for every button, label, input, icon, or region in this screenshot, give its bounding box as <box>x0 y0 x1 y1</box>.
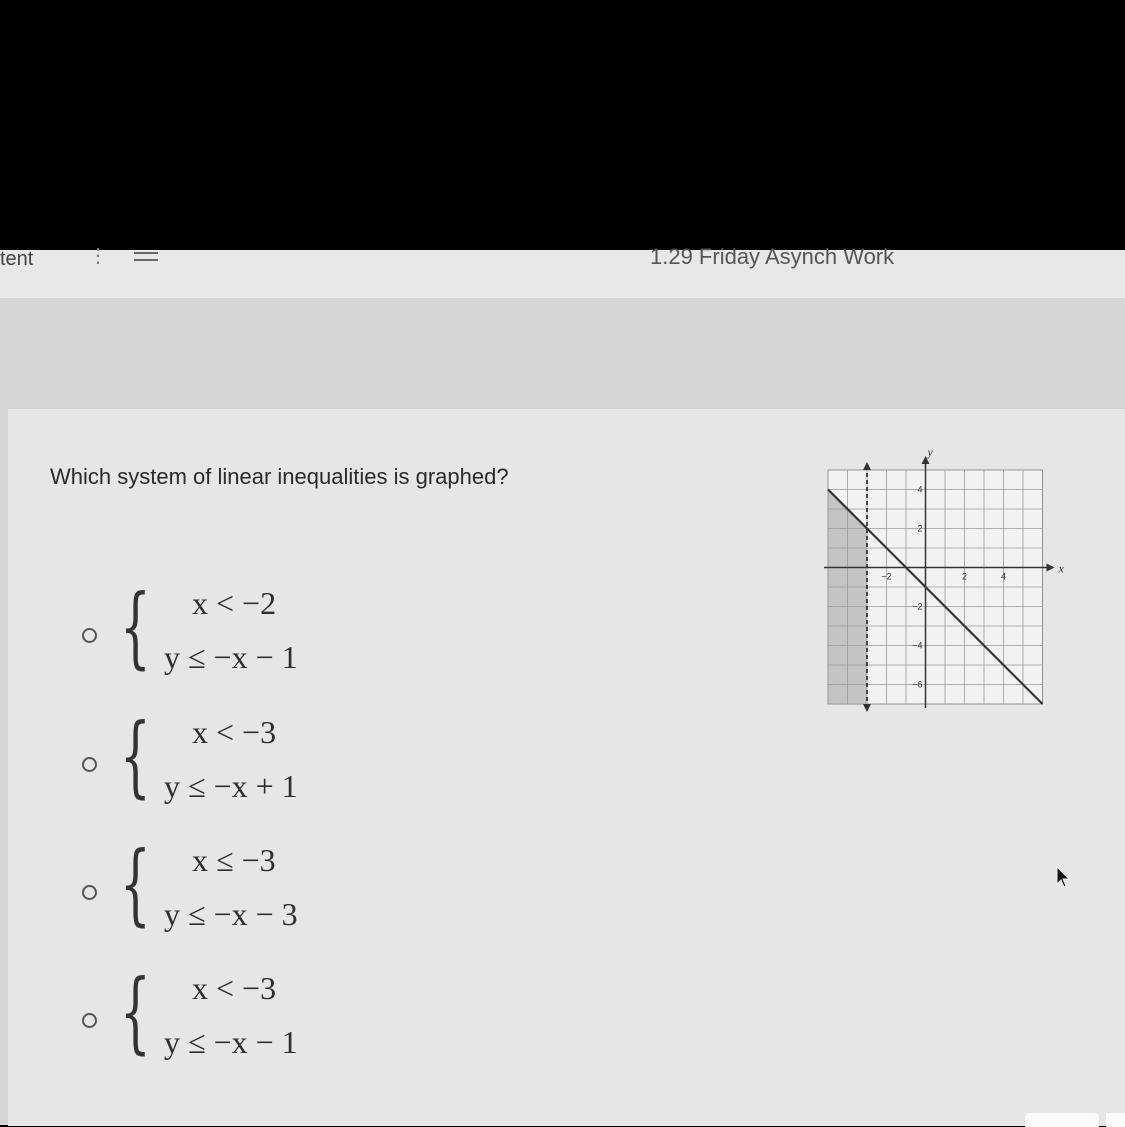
menu-icon[interactable] <box>134 252 158 266</box>
question-prompt: Which system of linear inequalities is graphed? <box>50 464 509 489</box>
y-tick-label: 4 <box>917 484 923 495</box>
x-axis-label: x <box>1058 561 1064 576</box>
y-tick-label: −2 <box>912 601 923 612</box>
inequality-line-2: y ≤ −x − 1 <box>164 1024 298 1060</box>
radio-button[interactable] <box>82 628 97 643</box>
inequality-line-2: y ≤ −x − 3 <box>164 896 298 932</box>
dashed-line-arrow-bottom <box>863 704 871 712</box>
tab-label[interactable]: tent <box>0 248 34 270</box>
brace-icon: { <box>120 704 151 807</box>
secondary-button[interactable] <box>1106 1113 1125 1127</box>
inequality-line-1: x ≤ −3 <box>192 842 276 878</box>
answer-choice-1[interactable] <box>82 575 382 705</box>
inequality-line-1: x < −2 <box>192 585 277 621</box>
y-tick-label: −4 <box>912 640 923 651</box>
y-tick-label: −6 <box>912 679 923 690</box>
radio-button[interactable] <box>82 885 97 900</box>
inequality-graph <box>820 445 1064 715</box>
next-button[interactable] <box>1025 1113 1099 1127</box>
x-tick-label: 4 <box>1000 571 1007 582</box>
x-axis-arrow <box>1047 564 1055 572</box>
inequality-line-2: y ≤ −x − 1 <box>164 639 298 675</box>
top-bar <box>0 244 1125 298</box>
inequality-line-1: x < −3 <box>192 970 277 1006</box>
x-tick-label: 2 <box>961 571 968 582</box>
page-title: 1.29 Friday Asynch Work <box>650 244 895 269</box>
brace-icon: { <box>120 575 151 678</box>
y-tick-label: 2 <box>917 523 923 534</box>
brace-icon: { <box>120 832 151 935</box>
answer-choice-4[interactable] <box>82 960 382 1090</box>
more-options-icon[interactable]: ⋮ <box>88 245 108 267</box>
inequality-line-1: x < −3 <box>192 714 277 750</box>
radio-button[interactable] <box>82 1013 97 1028</box>
x-tick-label: −2 <box>881 571 892 582</box>
y-axis-label: y <box>927 445 933 459</box>
answer-choice-3[interactable] <box>82 832 382 962</box>
brace-icon: { <box>120 960 151 1063</box>
dashed-line-arrow-top <box>863 462 871 470</box>
radio-button[interactable] <box>82 757 97 772</box>
mouse-cursor-icon <box>1056 866 1072 890</box>
answer-choice-2[interactable] <box>82 704 382 834</box>
inequality-line-2: y ≤ −x + 1 <box>164 768 298 804</box>
